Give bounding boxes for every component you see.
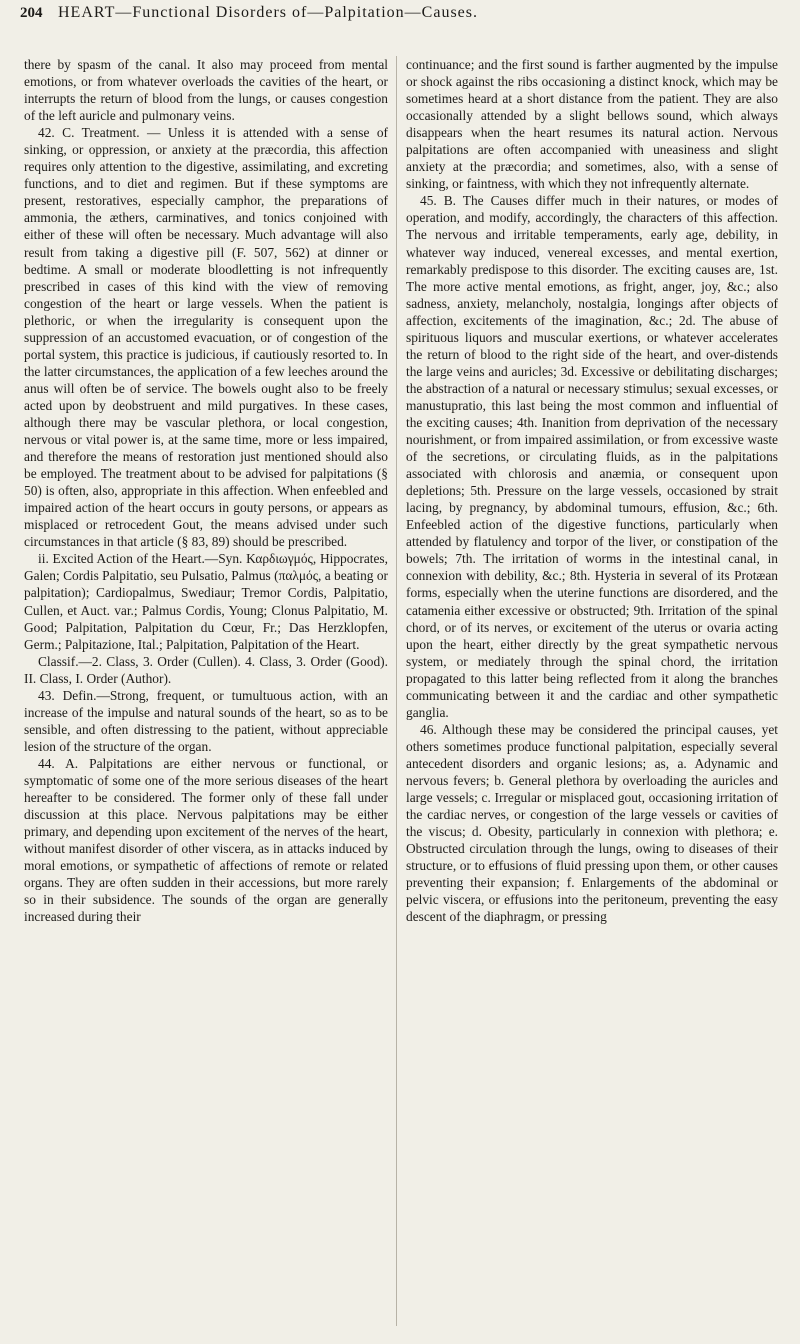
page-header — [20, 4, 780, 32]
running-title: HEART—Functional Disorders of—Palpitation—Causes. — [58, 4, 478, 21]
paragraph-left-2: 42. C. Treatment. — Unless it is attended with a sense of sinking, or oppression, or anxiety at the præcordia, this affection requires only attention to the digestive, assimilating, and excreting functions, and to diet and regimen. But if these symptoms are present, restoratives, especially camphor, the preparations of ammonia, the æthers, carminatives, and tonics conjoined with either of these will often be necessary. Much advantage will also result from taking a digestive pill (F. 507, 562) at dinner or bedtime. A small or moderate bloodletting is not infrequently prescribed in cases of this kind with the view of removing congestion of the heart or large vessels. When the patient is plethoric, or when the irregularity is consequent upon the suppression of an accustomed evacuation, or of congestion of the portal system, this practice is judicious, if cautiously resorted to. In the latter circumstances, the application of a few leeches around the anus will often be of service. The bowels ought also to be freely acted upon by deobstruent and mild purgatives. In these cases, although there may be vascular plethora, or local congestion, nervous or vital power is, at the same time, more or less impaired, and therefore the means of restoration just mentioned should also be employed. The treatment about to be advised for palpitations (§ 50) is often, also, appropriate in this affection. When enfeebled and impaired action of the heart occurs in gouty persons, or appears as misplaced or retrocedent Gout, the means advised under such circumstances in that article (§ 83, 89) should be prescribed. — [24, 125, 388, 550]
left-column — [24, 56, 388, 925]
paragraph-left-1: there by spasm of the canal. It also may proceed from mental emotions, or from whatever overloads the cavities of the heart, or interrupts the return of blood from the lungs, or causes congestion of the left auricle and pulmonary veins. — [24, 57, 388, 124]
paragraph-right-3: 46. Although these may be considered the principal causes, yet others sometimes produce functional palpitation, especially several antecedent disorders and organic lesions; as, a. Adynamic and nervous fevers; b. General plethora by overloading the auricles and large vessels; c. Irregular or misplaced gout, occasioning irritation of the cardiac nerves, or congestion of the large vessels or cavities of the viscus; d. Obesity, particularly in connexion with plethora; e. Obstructed circulation through the lungs, owing to diseases of their structure, or to effusions of fluid pressing upon them, or other causes preventing their expansion; f. Enlargements of the abdominal or pelvic viscera, or effusions into the peritoneum, preventing the easy descent of the diaphragm, or pressing — [406, 721, 778, 925]
right-column — [406, 56, 778, 925]
paragraph-left-3: ii. Excited Action of the Heart.—Syn. Καρδιωγμός, Hippocrates, Galen; Cordis Palpitatio, seu Pulsatio, Palmus (παλμός, a beating or palpitation); Cardiopalmus, Swediaur; Tremor Cordis, Palpitatio, Cullen, et Auct. var.; Palmus Cordis, Young; Clonus Palpitatio, M. Good; Palpitation, Palpitation du Cœur, Fr.; Das Herzklopfen, Germ.; Palpitazione, Ital.; Palpitation, Palpitation of the Heart. — [24, 551, 388, 652]
paragraph-right-2: 45. B. The Causes differ much in their natures, or modes of operation, and modify, accordingly, the characters of this affection. The nervous and irritable temperaments, early age, debility, in whatever way induced, venereal excesses, and mental exertion, remarkably predispose to this disorder. The exciting causes are, 1st. The more active mental emotions, as fright, anger, joy, &c.; also sadness, anxiety, melancholy, nostalgia, longings after objects of affection, excitements of the imagination, &c.; 2d. The abuse of spirituous liquors and muscular exertions, or whatever accelerates the return of blood to the right side of the heart, and over-distends the large veins and auricles; 3d. Excessive or debilitating discharges; the abstraction of a natural or necessary stimulus; sexual excesses, or manustupratio, this last being the most common and influential of the exciting causes; 4th. Inanition from deprivation of the necessary nourishment, or from impaired assimilation, or from excessive waste of the secretions, or circulating fluids, as in the palpitations associated with chlorosis and anæmia, or consequent upon depletions; 5th. Pressure on the large vessels, occasioned by strait lacing, by pregnancy, by abdominal tumours, effusion, &c.; 6th. Enfeebled action of the digestive functions, particularly when attended by flatulency and torpor of the liver, or constipation of the bowels; 7th. The irritation of worms in the intestinal canal, in connexion with debility, &c.; 8th. Hysteria in several of its Protæan forms, especially when the uterine functions are disordered, and the catamenia either excessive or obstructed; 9th. Irritation of the spinal chord, or of its nerves, or excitement of the uterus or ovaria acting upon the heart, either directly by the great sympathetic nervous system, or mediately through the spinal chord, the irritation propagated to this latter being reflected from it along the branches communicating between it and the cardiac and other sympathetic ganglia. — [406, 193, 778, 720]
page-number: 204 — [20, 5, 43, 21]
paragraph-left-5: 43. Defin.—Strong, frequent, or tumultuous action, with an increase of the impulse and natural sounds of the heart, so as to be sensible, and often distressing to the patient, without appreciable lesion of the structure of the organ. — [24, 687, 388, 754]
column-divider — [396, 56, 397, 1326]
paragraph-left-4: Classif.—2. Class, 3. Order (Cullen). 4. Class, 3. Order (Good). II. Class, I. Order (Author). — [24, 653, 388, 686]
paragraph-left-6: 44. A. Palpitations are either nervous or functional, or symptomatic of some one of the more serious diseases of the heart hereafter to be considered. The former only of these fall under discussion at this place. Nervous palpitations may be either primary, and depending upon excitement of the nerves of the heart, without manifest disorder of other viscera, as in attacks induced by moral emotions, or sympathetic of affections of remote or related organs. They are often sudden in their accessions, but more rarely so in their subsidence. The sounds of the organ are generally increased during their — [24, 755, 388, 925]
paragraph-right-1: continuance; and the first sound is farther augmented by the impulse or shock against the ribs occasioning a distinct knock, which may be sometimes heard at a short distance from the patient. They are also occasionally attended by a slight bellows sound, which always disappears when the heart resumes its natural action. Nervous palpitations are often accompanied with uneasiness and slight anxiety at the præcordia; and sometimes, also, with a sense of sinking, or faintness, with which they not infrequently alternate. — [406, 57, 778, 192]
